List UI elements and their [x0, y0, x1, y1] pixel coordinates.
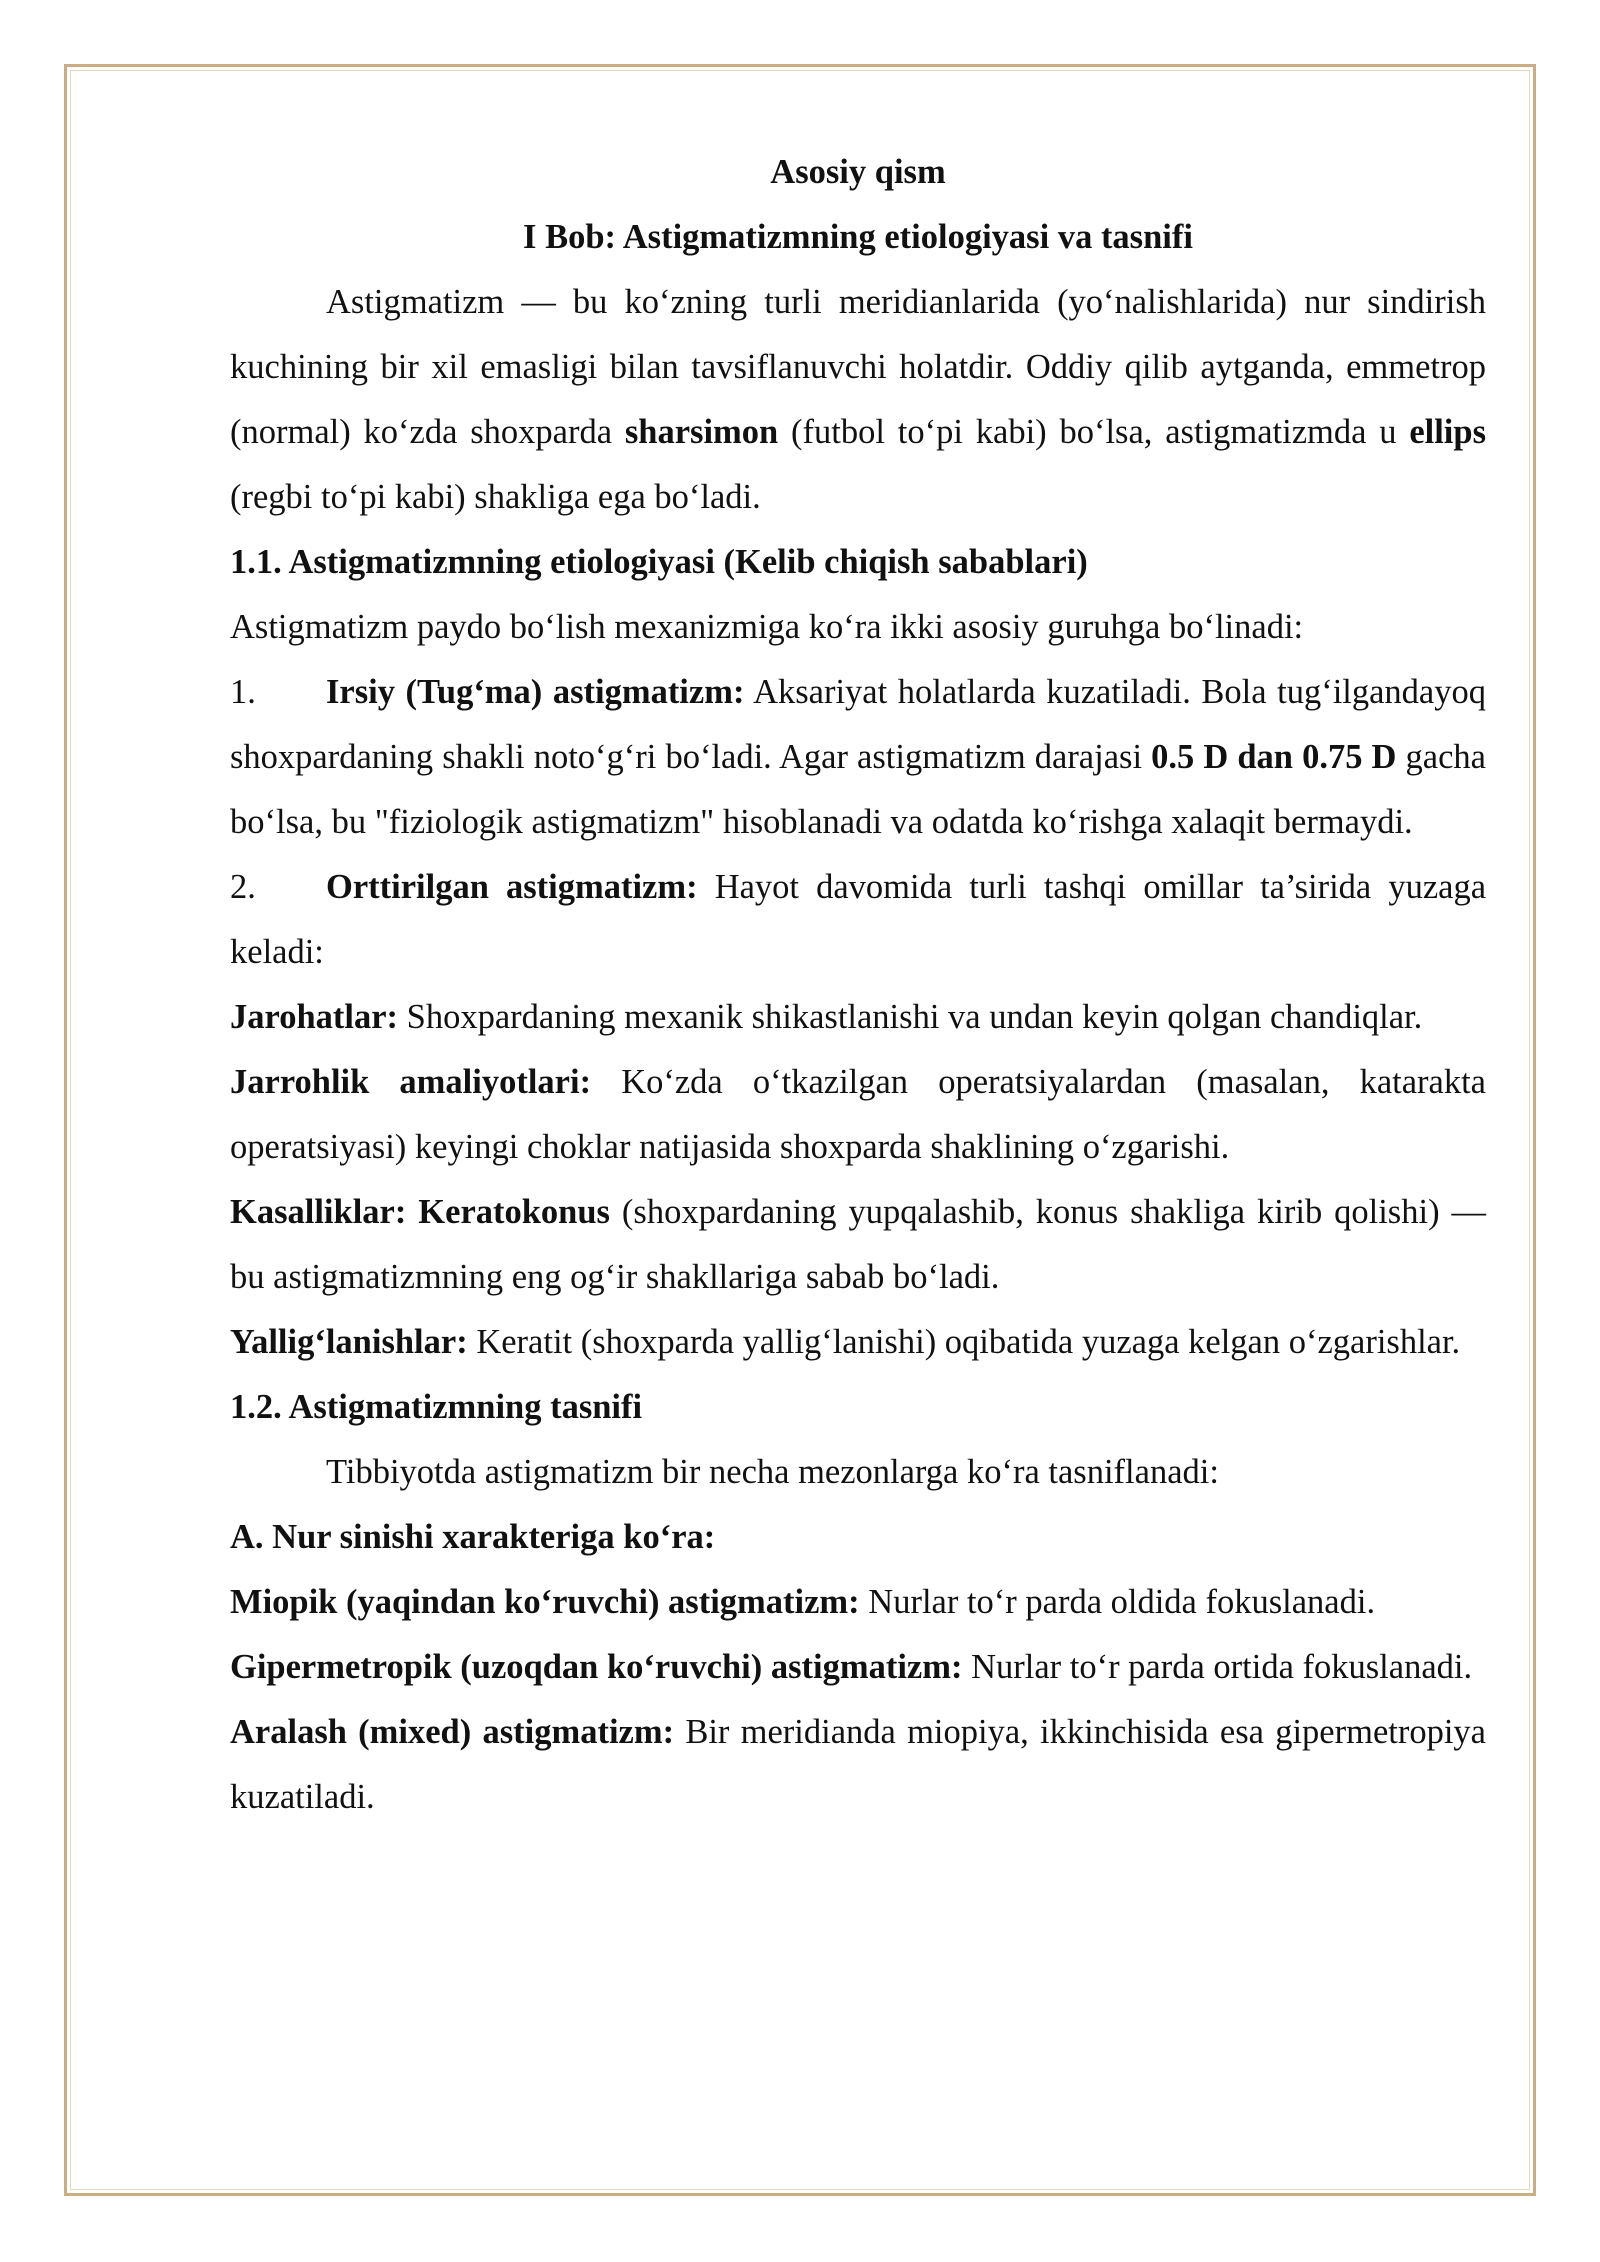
list-number: 2. [230, 868, 256, 906]
list-number: 1. [230, 673, 256, 711]
cause-text: Shoxpardaning mexanik shikastlanishi va undan keyin qolgan chandiqlar. [398, 998, 1423, 1036]
document-title: Asosiy qism [770, 153, 946, 191]
intro-bold-2: ellips [1409, 413, 1487, 451]
type-label: Gipermetropik (uzoqdan ko‘ruvchi) astigmatizm: [230, 1648, 963, 1686]
intro-text-1: Astigmatizm — bu ko‘zning turli meridianlarida (yo‘nalishlarida) nur sindirish kuchining bir xil emasligi bilan tavsiflanuvchi holatdir. Oddiy qilib aytganda, emmetrop (normal) ko‘zda shoxparda [230, 283, 1486, 451]
intro-text-2: (futbol to‘pi kabi) bo‘lsa, astigmatizmda u [778, 413, 1410, 451]
list-item-text: gacha bo‘lsa, bu "fiziologik astigmatizm" hisoblanadi va odatda ko‘rishga xalaqit bermaydi. [230, 738, 1486, 841]
type-text: Bir meridianda miopiya, ikkinchisida esa gipermetropiya kuzatiladi. [230, 1713, 1486, 1816]
list-item-bold: 0.5 D dan 0.75 D [1151, 738, 1397, 776]
cause-text: Ko‘zda o‘tkazilgan operatsiyalardan (masalan, katarakta operatsiyasi) keyingi choklar natijasida shoxparda shaklining o‘zgarishi. [230, 1063, 1486, 1166]
cause-paragraph [230, 1310, 1486, 1375]
type-paragraph [230, 1700, 1486, 1830]
list-item-label: Orttirilgan astigmatizm: [326, 868, 698, 906]
section-heading-1-2: 1.2. Astigmatizmning tasnifi [230, 1388, 643, 1426]
list-item-text: Hayot davomida turli tashqi omillar ta’sirida yuzaga keladi: [230, 868, 1487, 971]
cause-label: Jarrohlik amaliyotlari: [230, 1063, 592, 1101]
section-2-lead: Tibbiyotda astigmatizm bir necha mezonlarga ko‘ra tasniflanadi: [326, 1453, 1219, 1491]
type-text: Nurlar to‘r parda ortida fokuslanadi. [962, 1648, 1473, 1686]
type-label: Aralash (mixed) astigmatizm: [230, 1713, 675, 1751]
cause-label: Yallig‘lanishlar: [230, 1323, 468, 1361]
subheading-a: A. Nur sinishi xarakteriga ko‘ra: [230, 1518, 716, 1556]
list-item-label: Irsiy (Tug‘ma) astigmatizm: [326, 673, 745, 711]
intro-paragraph [230, 270, 1486, 530]
document-body [230, 140, 1486, 1830]
cause-label: Kasalliklar: [230, 1193, 407, 1231]
cause-label-2: Keratokonus [418, 1193, 610, 1231]
type-paragraph [230, 1570, 1486, 1635]
intro-text-3: (regbi to‘pi kabi) shakliga ega bo‘ladi. [230, 478, 761, 516]
cause-label: Jarohatlar: [230, 998, 399, 1036]
list-item-2 [230, 855, 1486, 985]
section-heading-1-1: 1.1. Astigmatizmning etiologiyasi (Kelib chiqish sabablari) [230, 543, 1088, 581]
cause-paragraph [230, 1050, 1486, 1180]
type-text: Nurlar to‘r parda oldida fokuslanadi. [859, 1583, 1376, 1621]
cause-paragraph [230, 985, 1486, 1050]
cause-text: Keratit (shoxparda yallig‘lanishi) oqibatida yuzaga kelgan o‘zgarishlar. [467, 1323, 1461, 1361]
section-1-lead: Astigmatizm paydo bo‘lish mexanizmiga ko‘ra ikki asosiy guruhga bo‘linadi: [230, 608, 1304, 646]
chapter-title: I Bob: Astigmatizmning etiologiyasi va tasnifi [523, 218, 1193, 256]
cause-text: (shoxpardaning yupqalashib, konus shakliga kirib qolishi) — bu astigmatizmning eng og‘ir shakllariga sabab bo‘ladi. [230, 1193, 1486, 1296]
type-label: Miopik (yaqindan ko‘ruvchi) astigmatizm: [230, 1583, 860, 1621]
intro-bold-1: sharsimon [624, 413, 779, 451]
cause-paragraph [230, 1180, 1486, 1310]
type-paragraph [230, 1635, 1486, 1700]
list-item-text: Aksariyat holatlarda kuzatiladi. Bola tug‘ilgandayoq shoxpardaning shakli noto‘g‘ri bo‘ladi. Agar astigmatizm darajasi [230, 673, 1486, 776]
list-item-1 [230, 660, 1486, 855]
